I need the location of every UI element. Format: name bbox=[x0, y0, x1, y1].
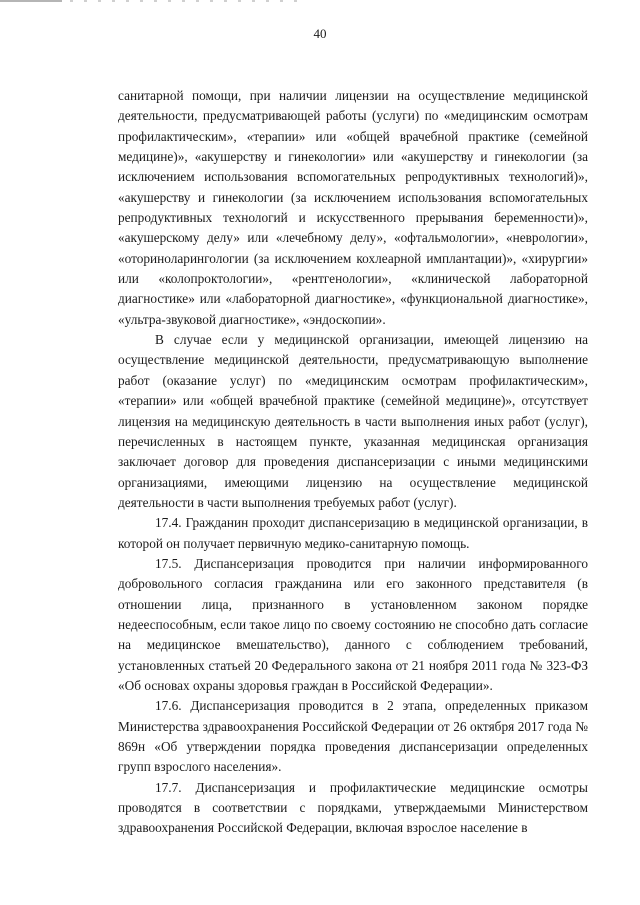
scan-edge-dots bbox=[70, 0, 300, 2]
paragraph-17-5: 17.5. Диспансеризация проводится при наличии информированного добровольного согласия гражданина или его законного представителя (в отношении лица, признанного в установленном законом порядке недееспособным, если такое лицо по своему состоянию не способно дать согласие на медицинское вмешательство), данного с соблюдением требований, установленных статьей 20 Федерального закона от 21 ноября 2011 года № 323-ФЗ «Об основах охраны здоровья граждан в Российской Федерации». bbox=[118, 555, 588, 693]
scan-edge-mark bbox=[0, 0, 62, 2]
page-number: 40 bbox=[313, 26, 327, 41]
document-body bbox=[118, 86, 588, 839]
paragraph-license-contract: В случае если у медицинской организации, имеющей лицензию на осуществление медицинской деятельности, предусматривающую выполнение работ (оказание услуг) по «медицинским осмотрам профилактическим», «терапии» или «общей врачебной практике (семейной медицине)», отсутствует лицензия на медицинскую деятельность в части выполнения иных работ (услуг), перечисленных в настоящем пункте, указанная медицинская организация заключает договор для проведения диспансеризации с иными медицинскими организациями, имеющими лицензию на осуществление медицинской деятельности в части выполнения требуемых работ (услуг). bbox=[118, 332, 588, 510]
paragraph-17-4: 17.4. Гражданин проходит диспансеризацию в медицинской организации, в которой он получает первичную медико-санитарную помощь. bbox=[118, 515, 588, 551]
paragraph-medical-licenses: санитарной помощи, при наличии лицензии на осуществление медицинской деятельности, предусматривающей работы (услуги) по «медицинским осмотрам профилактическим», «терапии» или «общей врачебной практике (семейной медицине)», «акушерству и гинекологии» или «акушерству и гинекологии (за исключением использования вспомогательных репродуктивных технологий)», «акушерству и гинекологии (за исключением использования вспомогательных репродуктивных технологий и искусственного прерывания беременности)», «акушерскому делу» или «лечебному делу», «офтальмологии», «неврологии», «оториноларингологии (за исключением кохлеарной имплантации)», «хирургии» или «колопроктологии», «рентгенологии», «клинической лабораторной диагностике» или «лабораторной диагностике», «функциональной диагностике», «ультра-звуковой диагностике», «эндоскопии». bbox=[118, 88, 588, 327]
paragraph-17-7: 17.7. Диспансеризация и профилактические медицинские осмотры проводятся в соответствии с порядками, утверждаемыми Министерством здравоохранения Российской Федерации, включая взрослое население в bbox=[118, 779, 588, 836]
paragraph-17-6: 17.6. Диспансеризация проводится в 2 этапа, определенных приказом Министерства здравоохранения Российской Федерации от 26 октября 2017 года № 869н «Об утверждении порядка проведения диспансеризации определенных групп взрослого населения». bbox=[118, 698, 588, 775]
